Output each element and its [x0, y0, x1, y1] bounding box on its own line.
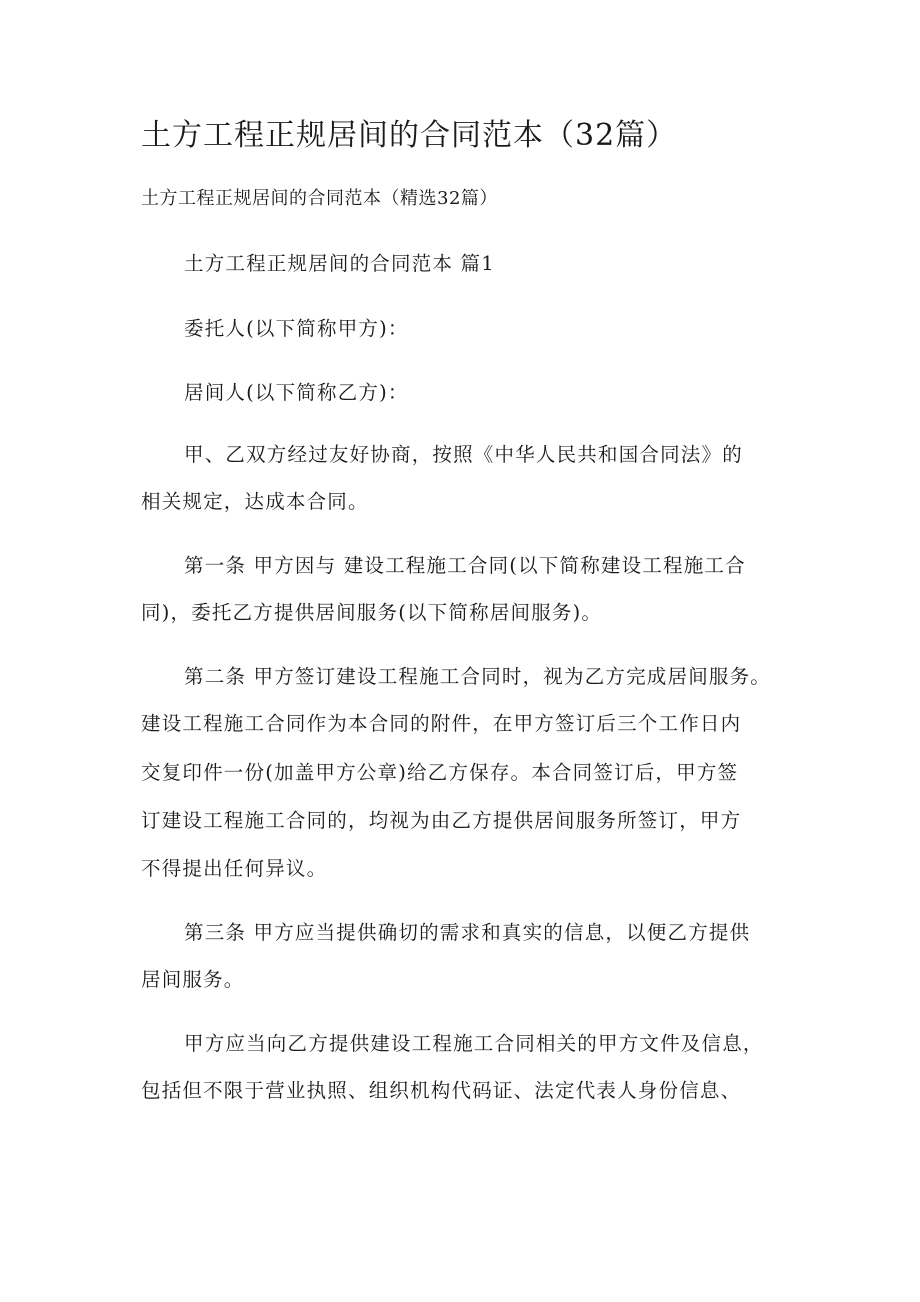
- paragraph-line: 居间服务。: [141, 968, 245, 991]
- paragraph-line: 第一条 甲方因与 建设工程施工合同(以下简称建设工程施工合: [184, 554, 746, 577]
- paragraph-line: 订建设工程施工合同的，均视为由乙方提供居间服务所签订，甲方: [141, 809, 742, 832]
- document-title: 土方工程正规居间的合同范本（32篇）: [141, 118, 678, 153]
- paragraph-line: 甲、乙双方经过友好协商，按照《中华人民共和国合同法》的: [184, 443, 743, 466]
- paragraph-line: 甲方应当向乙方提供建设工程施工合同相关的甲方文件及信息，: [184, 1032, 764, 1055]
- paragraph-line: 同)，委托乙方提供居间服务(以下简称居间服务)。: [141, 601, 603, 624]
- paragraph-line: 不得提出任何异议。: [141, 857, 328, 880]
- section-heading: 土方工程正规居间的合同范本 篇1: [184, 252, 495, 275]
- paragraph-line: 第三条 甲方应当提供确切的需求和真实的信息，以便乙方提供: [184, 921, 751, 944]
- paragraph-line: 相关规定，达成本合同。: [141, 490, 369, 513]
- paragraph-line: 交复印件一份(加盖甲方公章)给乙方保存。本合同签订后，甲方签: [141, 761, 739, 784]
- paragraph-line: 第二条 甲方签订建设工程施工合同时，视为乙方完成居间服务。: [184, 665, 771, 688]
- party-a-line: 委托人(以下简称甲方)：: [184, 317, 409, 340]
- paragraph-line: 建设工程施工合同作为本合同的附件，在甲方签订后三个工作日内: [141, 712, 742, 735]
- document-subtitle: 土方工程正规居间的合同范本（精选32篇）: [141, 188, 498, 209]
- paragraph-line: 包括但不限于营业执照、组织机构代码证、法定代表人身份信息、: [141, 1079, 742, 1102]
- party-b-line: 居间人(以下简称乙方)：: [184, 381, 409, 404]
